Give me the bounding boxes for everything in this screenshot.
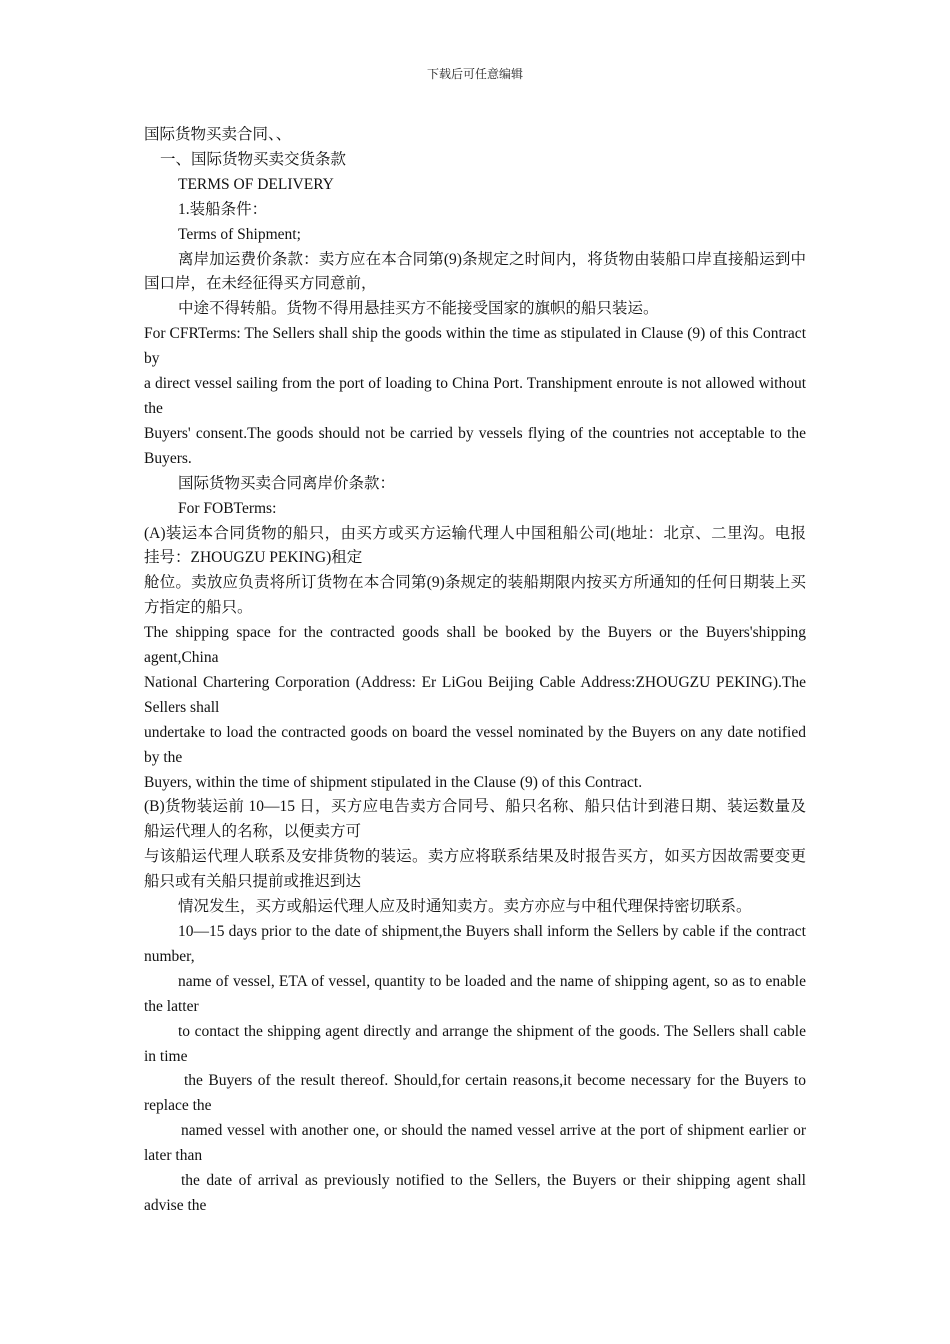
paragraph: 舱位。卖放应负责将所订货物在本合同第(9)条规定的装船期限内按买方所通知的任何日期装上买方指定的船只。	[144, 574, 806, 617]
section-heading: 一、国际货物买卖交货条款	[160, 150, 347, 168]
paragraph: Buyers, within the time of shipment stipulated in the Clause (9) of this Contract.	[144, 773, 643, 791]
paragraph: For CFRTerms: The Sellers shall ship the goods within the time as stipulated in Clause (9) of this Contract by	[144, 325, 806, 368]
paragraph: undertake to load the contracted goods on board the vessel nominated by the Buyers on any date notified by the	[144, 723, 806, 766]
clause-heading: 1.装船条件：	[178, 200, 268, 218]
paragraph: 情况发生，买方或船运代理人应及时通知卖方。卖方亦应与中租代理保持密切联系。	[178, 898, 752, 916]
paragraph: For FOBTerms:	[178, 499, 277, 517]
page-header: 下载后可任意编辑	[426, 67, 523, 81]
paragraph: the date of arrival as previously notified to the Sellers, the Buyers or their shipping agent shall advise the	[144, 1172, 806, 1214]
paragraph: 与该船运代理人联系及安排货物的装运。卖方应将联系结果及时报告买方，如买方因故需要变更船只或有关船只提前或推迟到达	[144, 848, 806, 891]
paragraph: 离岸加运费价条款：卖方应在本合同第(9)条规定之时间内，将货物由装船口岸直接船运到中国口岸，在未经征得买方同意前，	[144, 250, 806, 293]
clause-heading-english: Terms of Shipment;	[178, 225, 301, 243]
contract-body	[144, 123, 806, 1219]
document-title: 国际货物买卖合同、、	[144, 126, 292, 143]
paragraph: 国际货物买卖合同离岸价条款：	[178, 474, 396, 492]
paragraph: a direct vessel sailing from the port of loading to China Port. Transhipment enroute is not allowed without the	[144, 375, 806, 417]
paragraph: Buyers' consent.The goods should not be carried by vessels flying of the countries not acceptable to the Buyers.	[144, 424, 806, 467]
paragraph: the Buyers of the result thereof. Should,for certain reasons,it become necessary for the Buyers to replace the	[144, 1072, 806, 1115]
paragraph: (A)装运本合同货物的船只，由买方或买方运输代理人中国租船公司(地址：北京、二里沟。电报挂号：ZHOUGZU PEKING)租定	[144, 524, 806, 567]
section-heading-english: TERMS OF DELIVERY	[178, 175, 334, 193]
paragraph: name of vessel, ETA of vessel, quantity to be loaded and the name of shipping agent, so as to enable the latter	[144, 972, 806, 1015]
paragraph: The shipping space for the contracted goods shall be booked by the Buyers or the Buyers'shipping agent,China	[144, 624, 806, 667]
paragraph: National Chartering Corporation (Address: Er LiGou Beijing Cable Address:ZHOUGZU PEKING).The Sellers shall	[144, 673, 806, 716]
paragraph: named vessel with another one, or should the named vessel arrive at the port of shipment earlier or later than	[144, 1122, 806, 1165]
paragraph: to contact the shipping agent directly and arrange the shipment of the goods. The Sellers shall cable in time	[144, 1022, 806, 1065]
paragraph: (B)货物装运前 10—15 日，买方应电告卖方合同号、船只名称、船只估计到港日期、装运数量及船运代理人的名称，以便卖方可	[144, 798, 806, 841]
paragraph: 中途不得转船。货物不得用悬挂买方不能接受国家的旗帜的船只装运。	[178, 300, 659, 318]
paragraph: 10—15 days prior to the date of shipment,the Buyers shall inform the Sellers by cable if the contract number,	[144, 923, 806, 965]
